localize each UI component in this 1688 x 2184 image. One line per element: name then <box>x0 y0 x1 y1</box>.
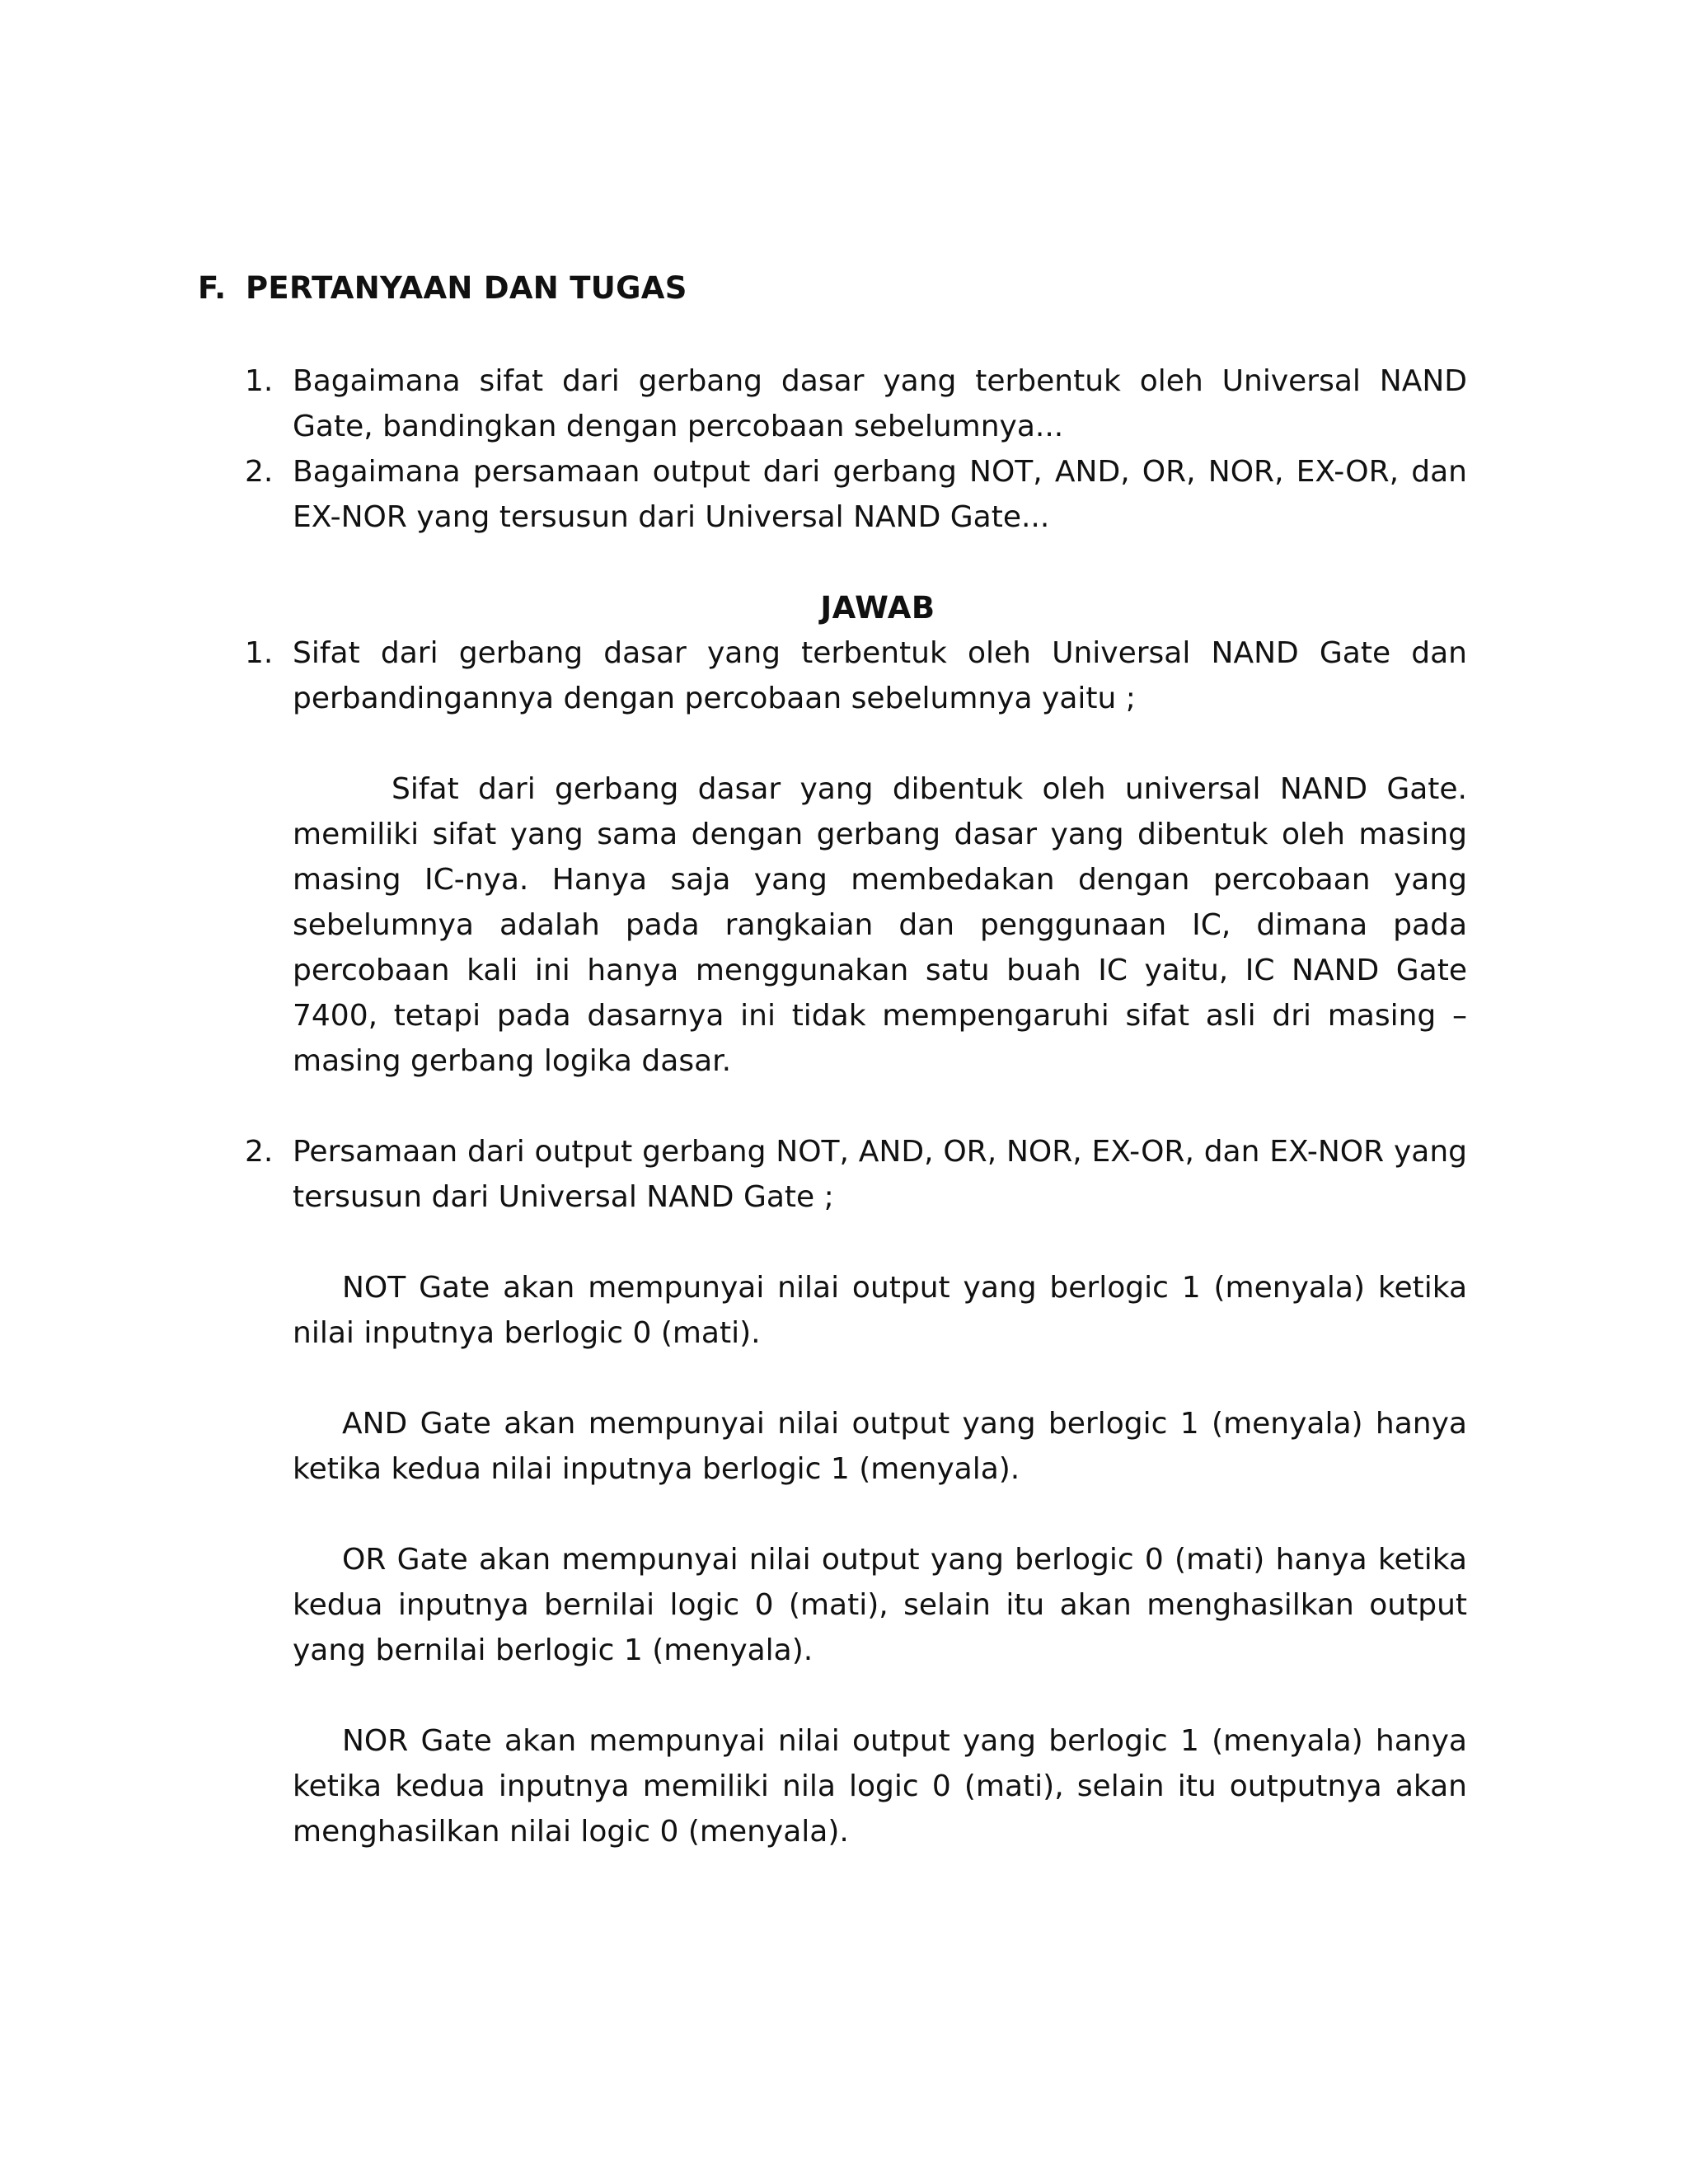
question-number-2: 2. <box>245 455 274 489</box>
section-title: PERTANYAAN DAN TUGAS <box>246 270 687 306</box>
answer-paragraph-1-1: Sifat dari gerbang dasar yang dibentuk oleh universal NAND Gate. memiliki sifat yang sama dengan gerbang dasar yang dibentuk oleh masing masing IC-nya. Hanya saja yang membedakan dengan percobaan yang sebelumnya adalah pada rangkaian dan penggunaan IC, dimana pada percobaan kali ini hanya menggunakan satu buah IC yaitu, IC NAND Gate 7400, tetapi pada dasarnya ini tidak mempengaruhi sifat asli dri masing – masing gerbang logika dasar. <box>293 772 1467 1078</box>
answer-intro-2: Persamaan dari output gerbang NOT, AND, OR, NOR, EX-OR, dan EX-NOR yang tersusun dari Universal NAND Gate ; <box>293 1135 1467 1214</box>
answer-number-2: 2. <box>245 1135 274 1169</box>
question-text-1: Bagaimana sifat dari gerbang dasar yang terbentuk oleh Universal NAND Gate, bandingkan dengan percobaan sebelumnya... <box>293 364 1467 443</box>
answer-intro-1: Sifat dari gerbang dasar yang terbentuk oleh Universal NAND Gate dan perbandingannya dengan percobaan sebelumnya yaitu ; <box>293 636 1467 715</box>
answers-heading: JAWAB <box>820 590 935 626</box>
answer-paragraph-and-gate: AND Gate akan mempunyai nilai output yang berlogic 1 (menyala) hanya ketika kedua nilai inputnya berlogic 1 (menyala). <box>293 1407 1467 1486</box>
answer-paragraph-or-gate: OR Gate akan mempunyai nilai output yang berlogic 0 (mati) hanya ketika kedua inputnya bernilai logic 0 (mati), selain itu akan menghasilkan output yang bernilai berlogic 1 (menyala). <box>293 1543 1467 1667</box>
answer-number-1: 1. <box>245 636 274 670</box>
answer-paragraph-not-gate: NOT Gate akan mempunyai nilai output yang berlogic 1 (menyala) ketika nilai inputnya berlogic 0 (mati). <box>293 1271 1467 1350</box>
question-number-1: 1. <box>245 364 274 398</box>
answer-paragraph-nor-gate: NOR Gate akan mempunyai nilai output yang berlogic 1 (menyala) hanya ketika kedua inputnya memiliki nila logic 0 (mati), selain itu outputnya akan menghasilkan nilai logic 0 (menyala). <box>293 1724 1467 1849</box>
question-text-2: Bagaimana persamaan output dari gerbang NOT, AND, OR, NOR, EX-OR, dan EX-NOR yang tersusun dari Universal NAND Gate... <box>293 455 1467 534</box>
section-letter: F. <box>198 270 227 306</box>
section-heading <box>198 265 687 311</box>
